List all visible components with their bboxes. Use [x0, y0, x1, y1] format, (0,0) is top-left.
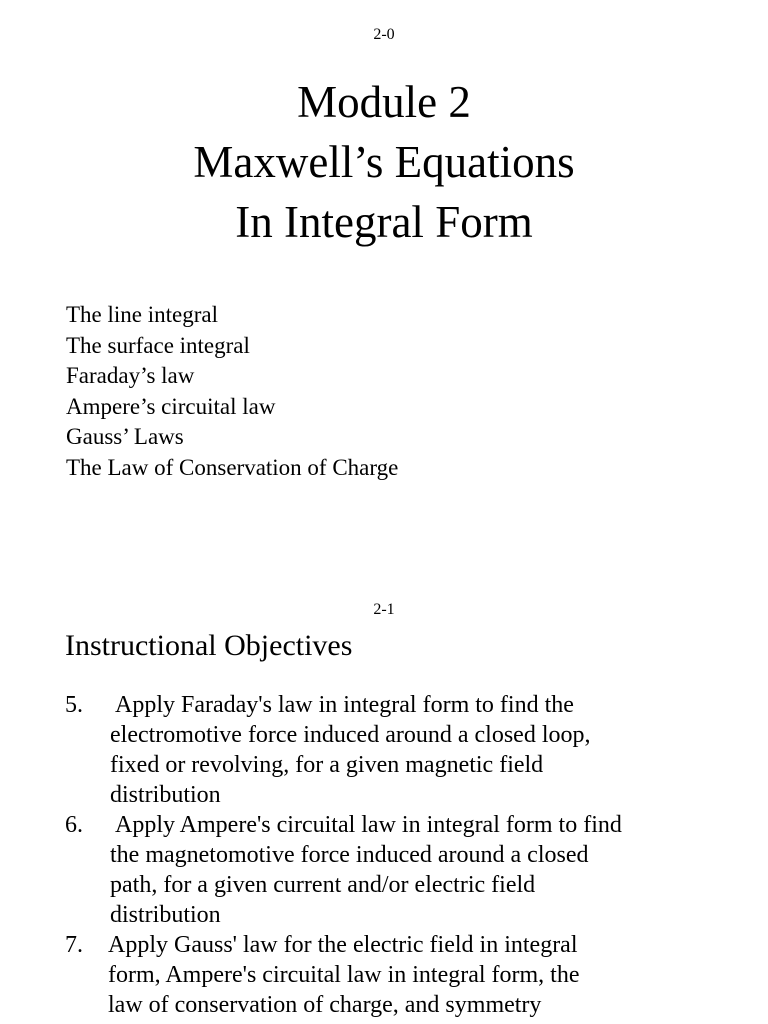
objective-line: law of conservation of charge, and symmetry	[108, 992, 542, 1018]
objective-line: Apply Faraday's law in integral form to find the	[115, 692, 574, 718]
topic-item: The surface integral	[66, 332, 250, 358]
objective-number: 6.	[65, 812, 83, 838]
objective-line: Apply Gauss' law for the electric field in integral	[108, 932, 578, 958]
objective-line: path, for a given current and/or electric field	[110, 872, 536, 898]
title-line: Module 2	[297, 77, 471, 127]
objective-number: 7.	[65, 932, 83, 958]
topic-list	[66, 300, 398, 483]
topic-item: Faraday’s law	[66, 363, 195, 388]
objective-item	[0, 690, 768, 810]
topic-item: Ampere’s circuital law	[66, 393, 276, 419]
objective-line: fixed or revolving, for a given magnetic field	[110, 752, 544, 778]
title-line: In Integral Form	[235, 197, 533, 247]
objective-line: Apply Ampere's circuital law in integral form to find	[115, 812, 622, 838]
objective-line: distribution	[110, 782, 221, 808]
module-title	[0, 72, 768, 252]
objective-line: the magnetomotive force induced around a closed	[110, 842, 589, 868]
title-line: Maxwell’s Equations	[193, 137, 575, 187]
objective-item	[0, 810, 768, 930]
objective-line: form, Ampere's circuital law in integral form, the	[108, 962, 580, 988]
topic-item: Gauss’ Laws	[66, 424, 184, 449]
objective-item	[0, 930, 768, 1020]
objective-line: distribution	[110, 902, 221, 928]
objective-number: 5.	[65, 692, 83, 718]
topic-item: The Law of Conservation of Charge	[66, 454, 399, 480]
page-number-top: 2-0	[373, 26, 395, 43]
objective-line: electromotive force induced around a closed loop,	[110, 722, 591, 748]
objectives-list	[0, 690, 768, 1020]
topic-item: The line integral	[66, 302, 218, 327]
page-number-second: 2-1	[373, 601, 395, 618]
objectives-heading: Instructional Objectives	[65, 629, 353, 662]
